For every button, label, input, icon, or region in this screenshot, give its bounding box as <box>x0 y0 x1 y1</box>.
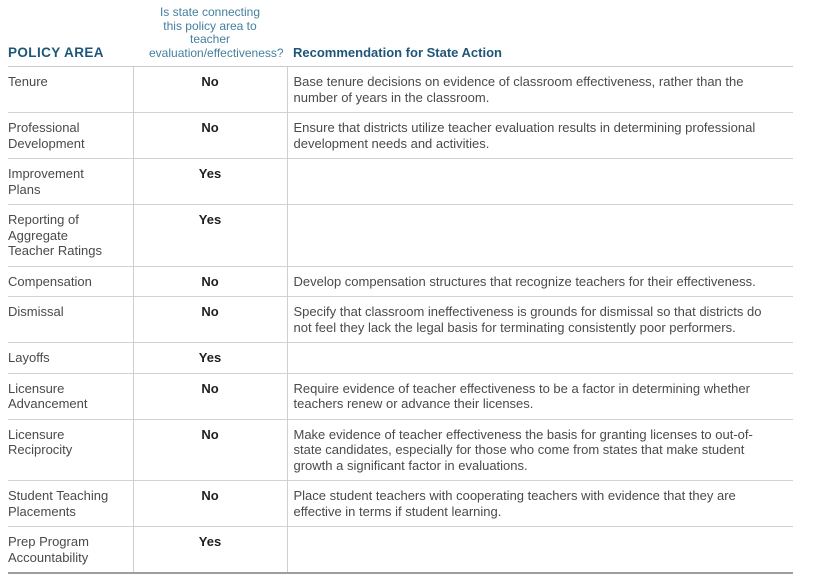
policy-area-cell: Prep Program Accountability <box>8 527 133 574</box>
table-row <box>8 266 793 297</box>
policy-area-cell: Improvement Plans <box>8 159 133 205</box>
connecting-cell: Yes <box>133 205 287 267</box>
policy-area-cell: Professional Development <box>8 113 133 159</box>
recommendation-cell: Base tenure decisions on evidence of classroom effectiveness, rather than the number of years in the classroom. <box>293 74 744 105</box>
connecting-cell: Yes <box>133 527 287 574</box>
policy-area-cell: Tenure <box>8 74 48 89</box>
policy-area-cell: Dismissal <box>8 297 133 343</box>
policy-area-cell: Reporting of Aggregate Teacher Ratings <box>8 205 133 267</box>
header-policy-area: POLICY AREA <box>8 4 133 67</box>
table-body <box>8 67 793 574</box>
recommendation-cell <box>287 343 793 374</box>
connecting-cell: No <box>133 419 287 481</box>
header-connecting <box>133 4 287 67</box>
recommendation-cell <box>287 159 793 205</box>
policy-area-cell: Layoffs <box>8 343 133 374</box>
header-recommendation: Recommendation for State Action <box>287 4 793 67</box>
table-row <box>8 373 793 419</box>
connecting-cell: No <box>133 373 287 419</box>
connecting-cell: No <box>133 67 287 113</box>
policy-area-cell: Licensure Advancement <box>8 373 133 419</box>
connecting-cell: No <box>133 481 287 527</box>
table-row <box>8 297 793 343</box>
recommendation-cell: Place student teachers with cooperating teachers with evidence that they are effective in terms if student learning. <box>287 481 793 527</box>
table-row <box>8 419 793 481</box>
header-row <box>8 4 793 67</box>
table-header <box>8 4 793 67</box>
policy-area-cell: Licensure Reciprocity <box>8 419 133 481</box>
policy-table <box>8 4 793 574</box>
table-row <box>8 343 793 374</box>
recommendation-cell: Make evidence of teacher effectiveness the basis for granting licenses to out-of-state candidates, especially for those who come from states that make student growth a significant factor in evaluations. <box>287 419 793 481</box>
recommendation-cell: Develop compensation structures that recognize teachers for their effectiveness. <box>287 266 793 297</box>
connecting-cell: Yes <box>133 343 287 374</box>
recommendation-cell: Ensure that districts utilize teacher evaluation results in determining professional development needs and activities. <box>287 113 793 159</box>
recommendation-cell: Require evidence of teacher effectiveness to be a factor in determining whether teachers renew or advance their licenses. <box>287 373 793 419</box>
table-row <box>8 67 793 113</box>
table-row <box>8 205 793 267</box>
table-row <box>8 113 793 159</box>
table-row <box>8 527 793 574</box>
recommendation-cell <box>287 205 793 267</box>
connecting-cell: No <box>133 113 287 159</box>
table-row <box>8 481 793 527</box>
table-row <box>8 159 793 205</box>
connecting-cell: Yes <box>133 159 287 205</box>
policy-area-cell: Student Teaching Placements <box>8 481 133 527</box>
recommendation-cell <box>287 527 793 574</box>
header-connecting-text: Is state connecting this policy area to teacher evaluation/effectiveness? <box>149 5 284 60</box>
connecting-cell: No <box>133 297 287 343</box>
policy-area-cell: Compensation <box>8 266 133 297</box>
recommendation-cell: Specify that classroom ineffectiveness is grounds for dismissal so that districts do not feel they lack the legal basis for terminating consistently poor performers. <box>287 297 793 343</box>
connecting-cell: No <box>133 266 287 297</box>
